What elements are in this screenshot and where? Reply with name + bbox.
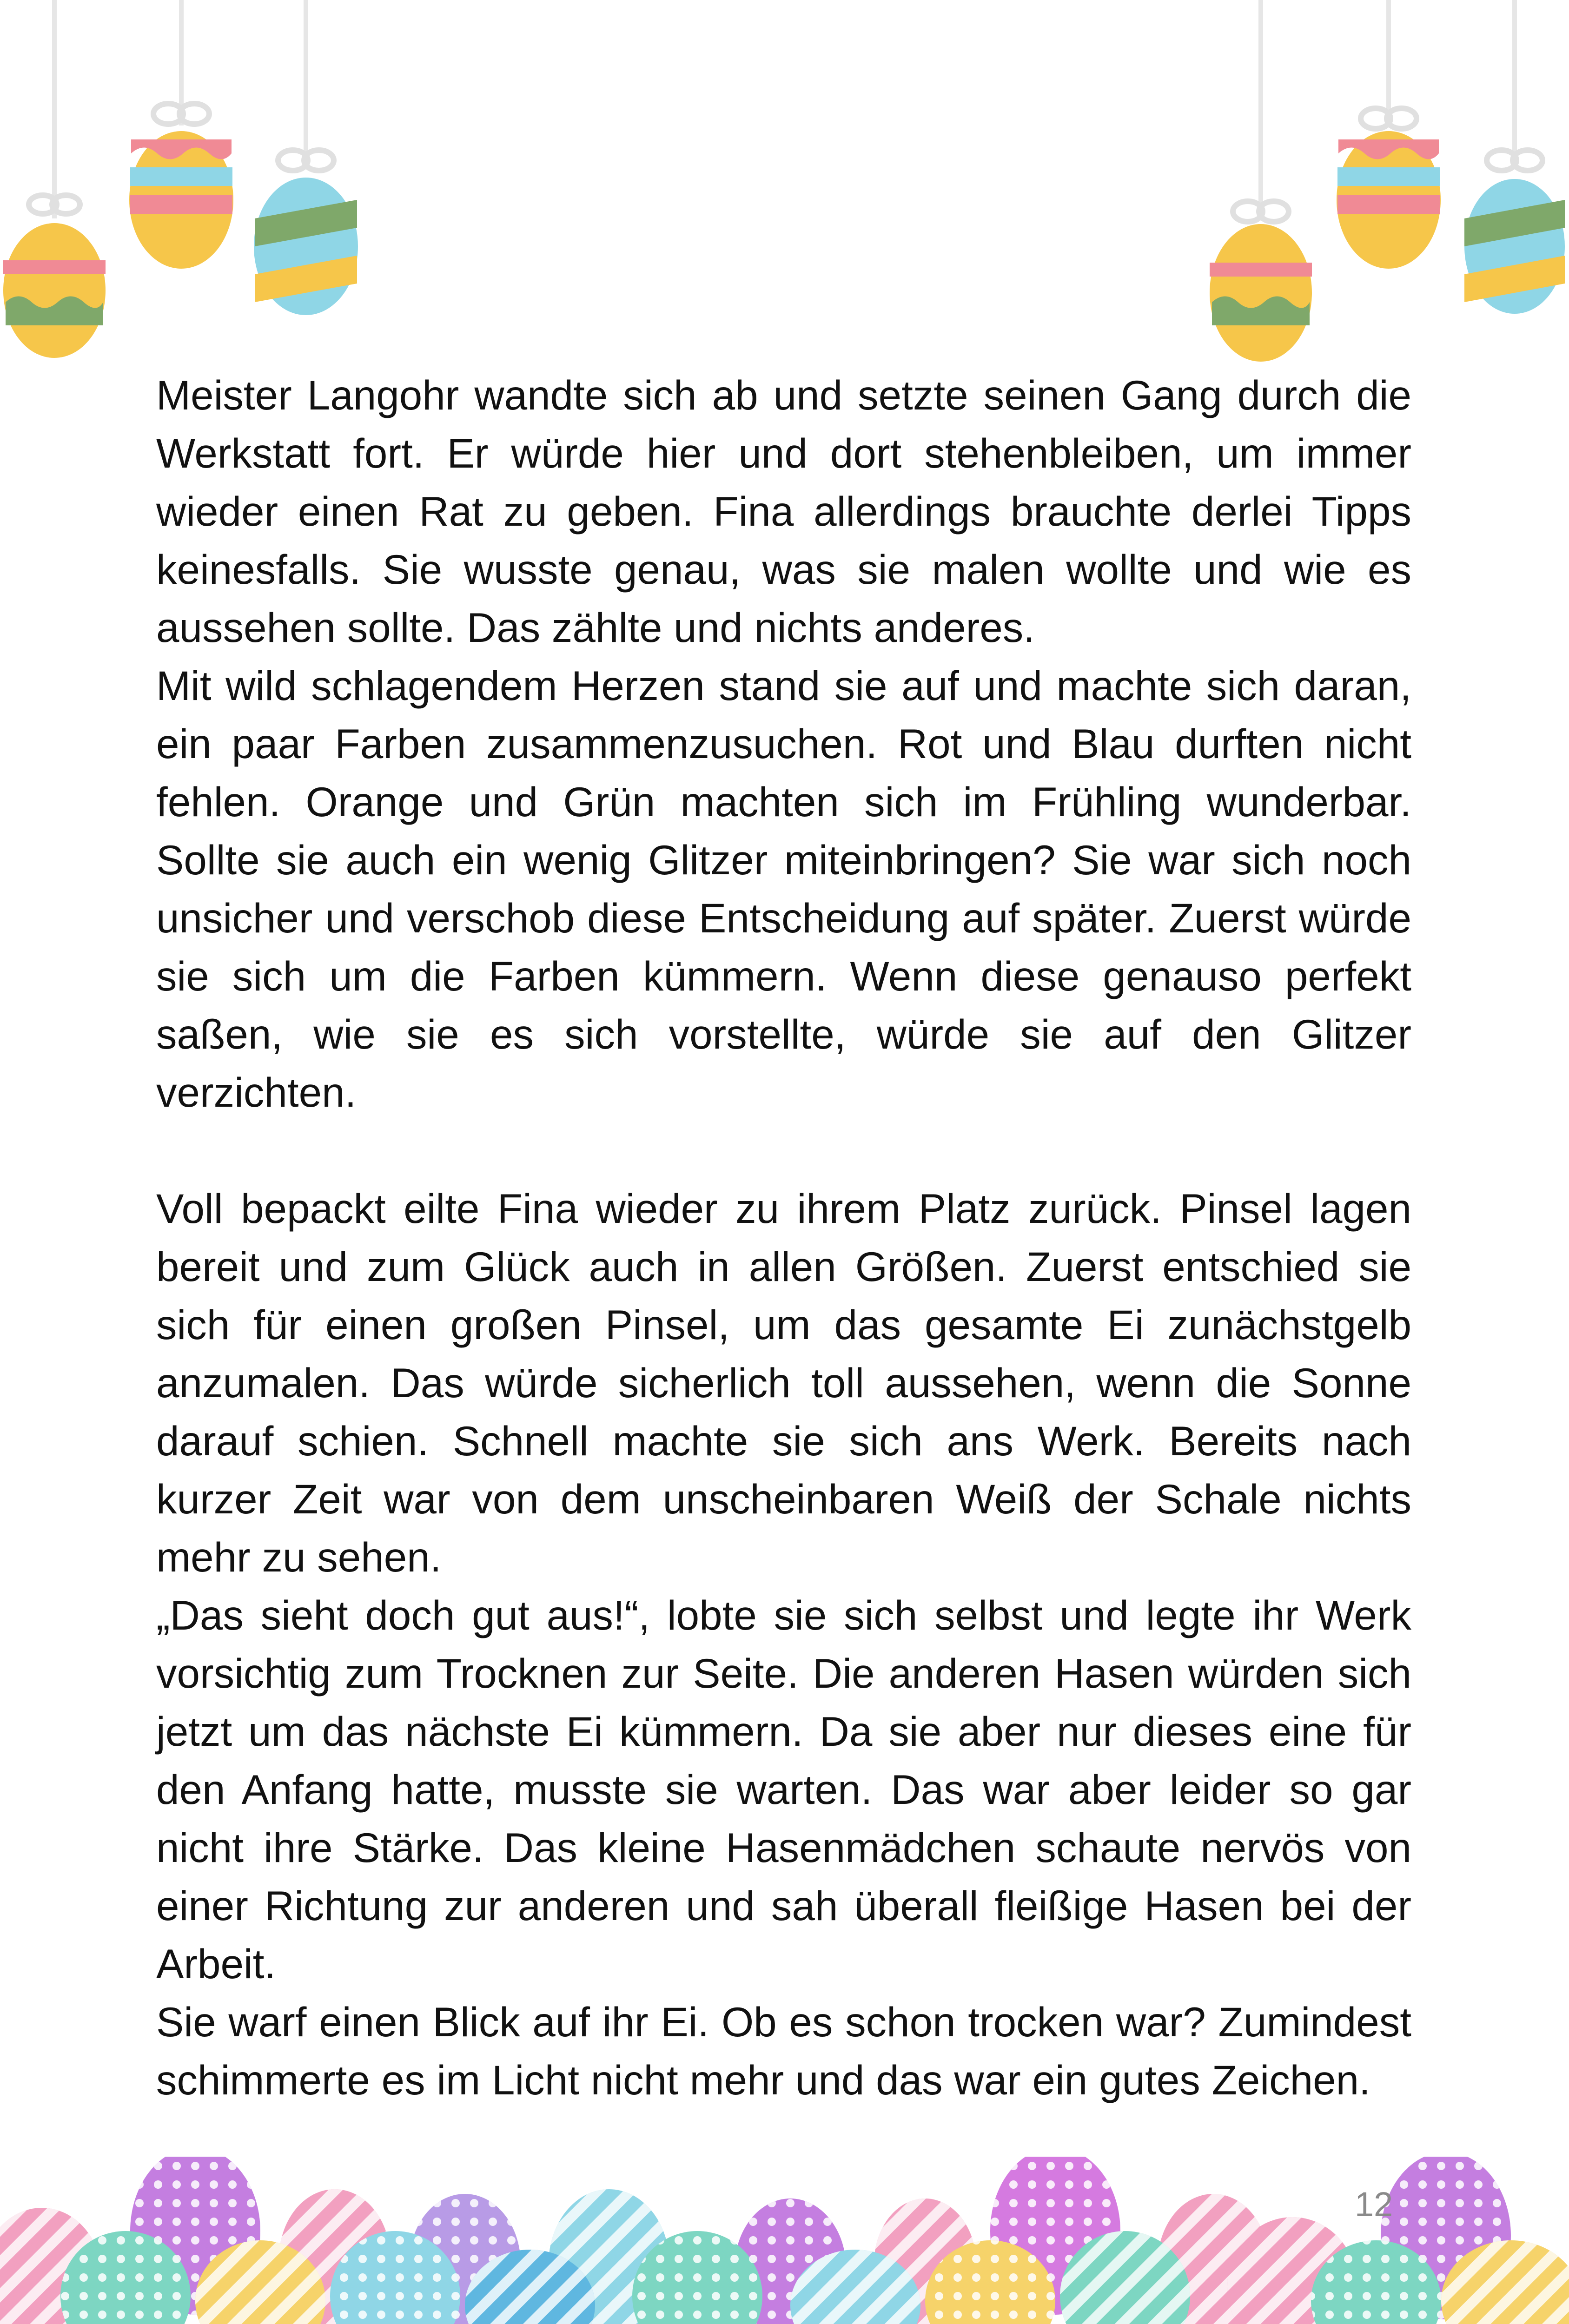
hanging-egg-icon [129, 0, 233, 269]
hanging-egg-icon [1464, 0, 1565, 314]
easter-egg-row-decoration [0, 2157, 1569, 2324]
paragraph: Sie warf einen Blick auf ihr Ei. Ob es schon trocken war? Zumindest schimmerte es im Licht nicht mehr und das war ein gutes Zeichen. [156, 1999, 1411, 2103]
page-number: 12 [1354, 2185, 1393, 2224]
hanging-egg-icon [1337, 0, 1441, 269]
hanging-eggs-right-decoration [1185, 0, 1569, 372]
paragraph: Meister Langohr wandte sich ab und setzte seinen Gang durch die Werkstatt fort. Er würde hier und dort stehenbleiben, um immer wieder einen Rat zu geben. Fina allerdings brauchte derlei Tipps keinesfalls. Sie wusste genau, was sie malen wollte und wie es aussehen sollte. Das zählte und nichts anderes. [156, 372, 1411, 651]
paragraph: Voll bepackt eilte Fina wieder zu ihrem Platz zurück. Pinsel lagen bereit und zum Glück auch in allen Größen. Zuerst entschied sie sich für einen großen Pinsel, um das gesamte Ei zunächstgelb anzumalen. Das würde sicherlich toll aussehen, wenn die Sonne darauf schien. Schnell machte sie sich ans Werk. Bereits nach kurzer Zeit war von dem unscheinbaren Weiß der Schale nichts mehr zu sehen. [156, 1185, 1411, 1580]
hanging-egg-icon [3, 0, 106, 358]
paragraph: „Das sieht doch gut aus!“, lobte sie sich selbst und legte ihr Werk vorsichtig zum Trocknen zur Seite. Die anderen Hasen würden sich jetzt um das nächste Ei kümmern. Da sie aber nur dieses eine für den Anfang hatte, musste sie warten. Das war aber leider so gar nicht ihre Stärke. Das kleine Hasenmädchen schaute nervös von einer Richtung zur anderen und sah überall fleißige Hasen bei der Arbeit. [156, 1592, 1411, 1987]
hanging-egg-icon [254, 0, 358, 315]
story-text [156, 366, 1411, 2109]
hanging-eggs-left-decoration [0, 0, 381, 372]
paragraph: Mit wild schlagendem Herzen stand sie auf und machte sich daran, ein paar Farben zusammenzusuchen. Rot und Blau durften nicht fehlen. Orange und Grün machten sich im Frühling wunderbar. Sollte sie auch ein wenig Glitzer miteinbringen? Sie war sich noch unsicher und verschob diese Entscheidung auf später. Zuerst würde sie sich um die Farben kümmern. Wenn diese genauso perfekt saßen, wie sie es sich vorstellte, würde sie auf den Glitzer verzichten. [156, 662, 1411, 1116]
hanging-egg-icon [1210, 0, 1312, 362]
